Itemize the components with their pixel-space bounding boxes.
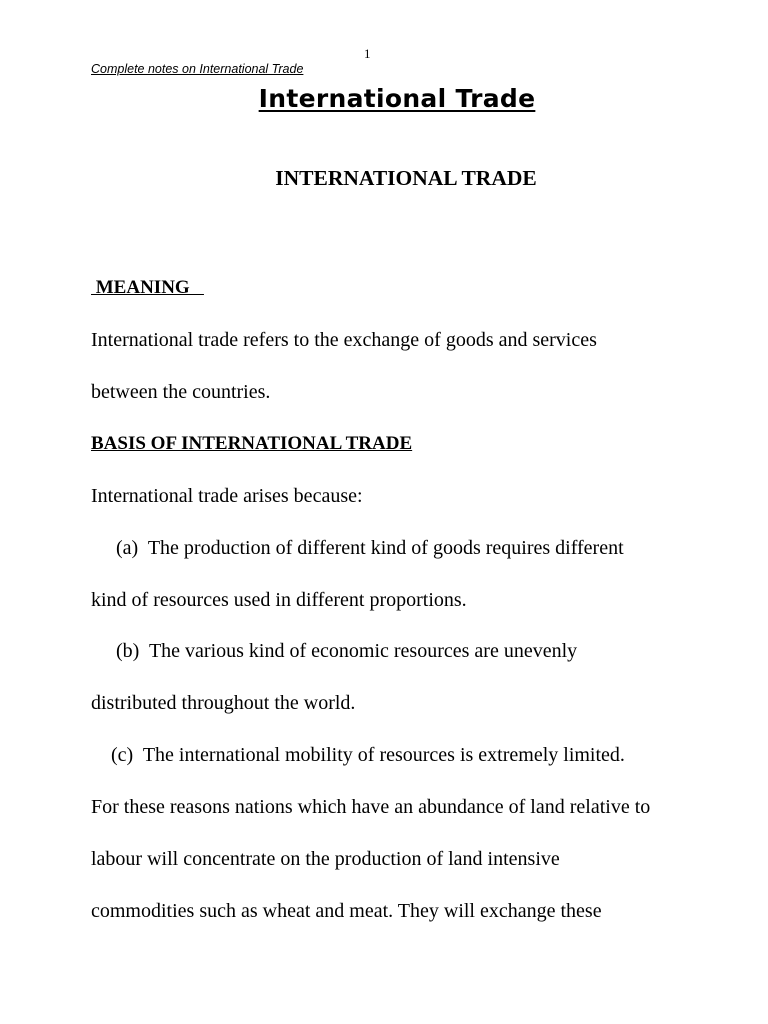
page-number: 1 (364, 46, 371, 61)
header-note: Complete notes on International Trade (91, 62, 304, 76)
page-subtitle: INTERNATIONAL TRADE (275, 166, 537, 190)
page-title: International Trade (258, 84, 536, 113)
paragraph-line: between the countries. (91, 381, 271, 403)
list-item-a: (a) The production of different kind of goods requires different (91, 537, 624, 559)
paragraph-line: For these reasons nations which have an abundance of land relative to (91, 796, 651, 818)
section-heading-meaning: MEANING (91, 277, 204, 298)
section-heading-basis: BASIS OF INTERNATIONAL TRADE (91, 433, 413, 454)
list-item-c: (c) The international mobility of resources is extremely limited. (91, 744, 625, 766)
paragraph-line: International trade refers to the exchange of goods and services (91, 329, 597, 351)
paragraph-line: kind of resources used in different proportions. (91, 589, 467, 611)
paragraph-line: International trade arises because: (91, 485, 363, 507)
paragraph-line: distributed throughout the world. (91, 692, 356, 714)
paragraph-line: commodities such as wheat and meat. They will exchange these (91, 900, 602, 922)
list-item-b: (b) The various kind of economic resources are unevenly (91, 640, 578, 662)
paragraph-line: labour will concentrate on the production of land intensive (91, 848, 560, 870)
